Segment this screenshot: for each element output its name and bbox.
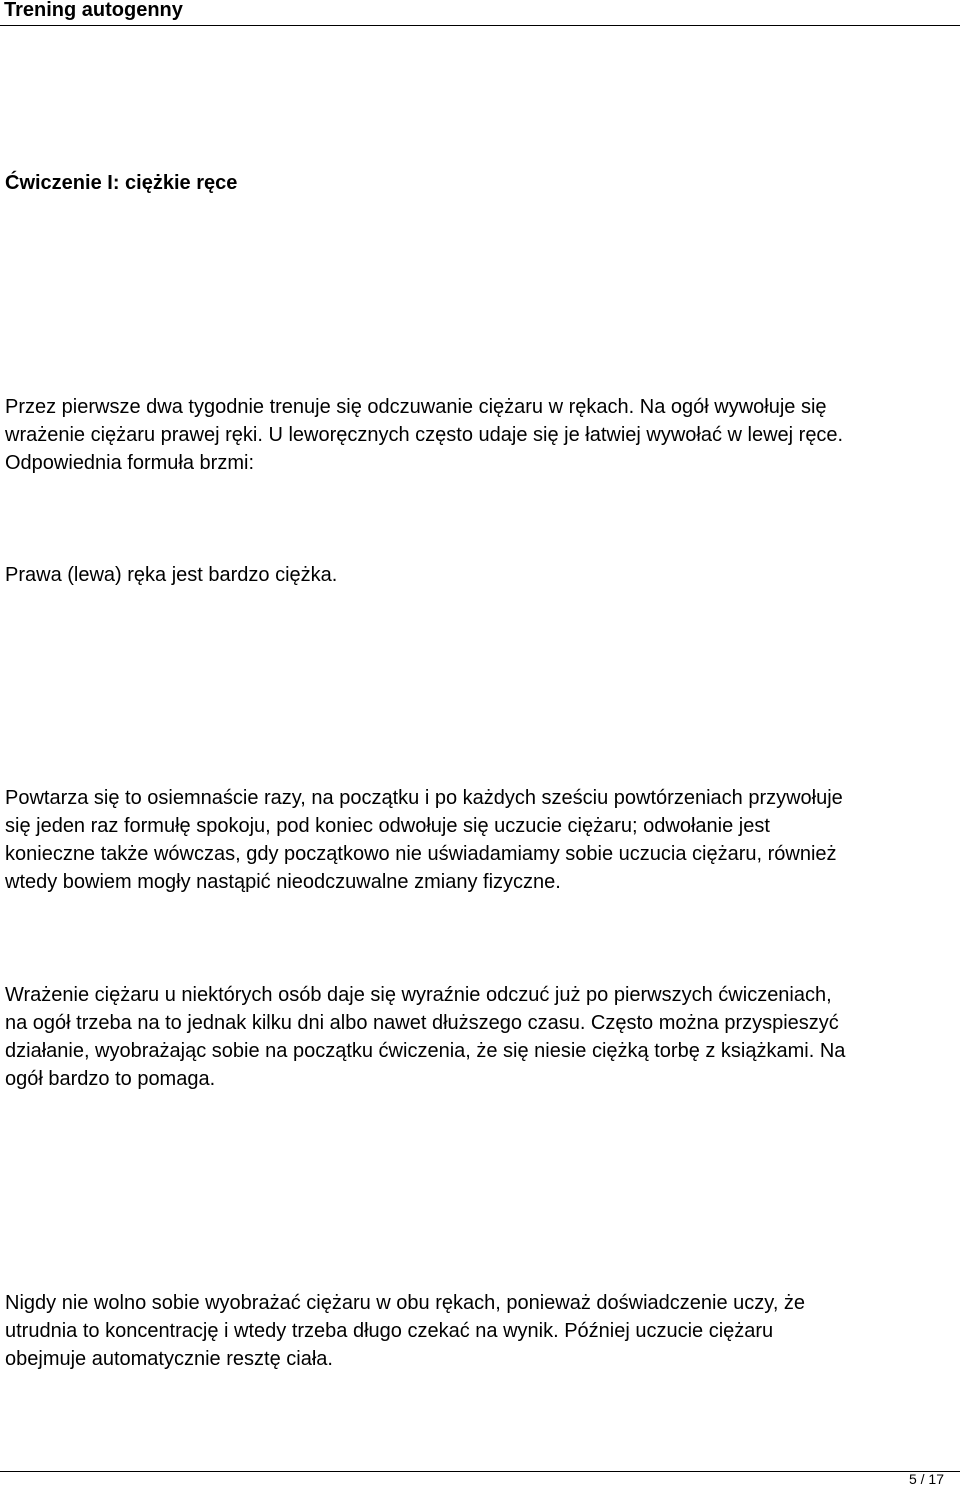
paragraph-intro (5, 393, 953, 477)
text-line: Nigdy nie wolno sobie wyobrażać ciężaru w obu rękach, ponieważ doświadczenie uczy, że (5, 1292, 806, 1314)
text-line: Powtarza się to osiemnaście razy, na początku i po każdych sześciu powtórzeniach przywołuje (5, 787, 843, 809)
header-divider (0, 25, 960, 26)
text-line: Przez pierwsze dwa tygodnie trenuje się odczuwanie ciężaru w rękach. Na ogół wywołuje się (5, 396, 827, 418)
paragraph-repetition (5, 784, 953, 896)
page-number: 5 / 17 (908, 1471, 944, 1487)
footer-divider (0, 1471, 960, 1472)
paragraph-sensation (5, 981, 953, 1093)
text-line: ogół bardzo to pomaga. (5, 1068, 216, 1090)
text-line: Prawa (lewa) ręka jest bardzo ciężka. (5, 564, 338, 586)
text-line: działanie, wyobrażając sobie na początku ćwiczenia, że się niesie ciężką torbę z książkami. Na (5, 1040, 846, 1062)
paragraph-warning (5, 1289, 953, 1373)
paragraph-formula (5, 561, 953, 589)
text-line: Odpowiednia formuła brzmi: (5, 452, 254, 474)
text-line: obejmuje automatycznie resztę ciała. (5, 1348, 333, 1370)
document-title: Trening autogenny (4, 0, 183, 21)
text-line: na ogół trzeba na to jednak kilku dni albo nawet dłuższego czasu. Często można przyspieszyć (5, 1012, 839, 1034)
section-heading: Ćwiczenie I: ciężkie ręce (5, 172, 238, 194)
text-line: konieczne także wówczas, gdy początkowo nie uświadamiamy sobie uczucia ciężaru, również (5, 843, 837, 865)
text-line: wtedy bowiem mogły nastąpić nieodczuwalne zmiany fizyczne. (5, 871, 561, 893)
text-line: wrażenie ciężaru prawej ręki. U leworęcznych często udaje się je łatwiej wywołać w lewej ręce. (5, 424, 844, 446)
text-line: się jeden raz formułę spokoju, pod koniec odwołuje się uczucie ciężaru; odwołanie jest (5, 815, 770, 837)
text-line: utrudnia to koncentrację i wtedy trzeba długo czekać na wynik. Później uczucie ciężaru (5, 1320, 774, 1342)
text-line: Wrażenie ciężaru u niektórych osób daje się wyraźnie odczuć już po pierwszych ćwiczeniach, (5, 984, 832, 1006)
